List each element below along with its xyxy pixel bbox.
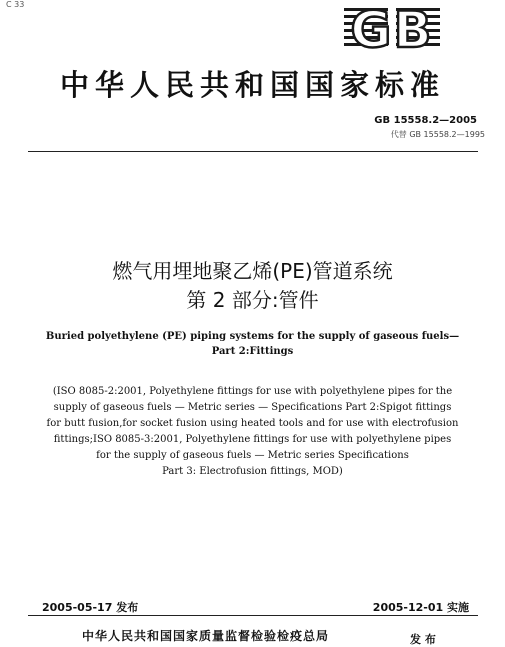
iso-reference-line: for butt fusion,for socket fusion using heated tools and for use with electrofusion xyxy=(46,418,459,429)
classification-code: C 33 xyxy=(6,0,25,9)
replaces-note: 代替 GB 15558.2—1995 xyxy=(390,130,485,139)
effective-date: 2005-12-01 实施 xyxy=(372,601,469,614)
title-en-line1: Buried polyethylene (PE) piping systems for the supply of gaseous fuels— xyxy=(45,331,460,342)
iso-reference-line: supply of gaseous fuels — Metric series — Specifications Part 2:Spigot fittings xyxy=(53,402,452,413)
standard-title: 中华人民共和国国家标准 xyxy=(59,68,445,102)
title-en-line2: Part 2:Fittings xyxy=(211,346,294,357)
publish-date: 2005-05-17 发布 xyxy=(42,601,139,614)
iso-reference-line: Part 3: Electrofusion fittings, MOD) xyxy=(162,466,343,477)
title-cn-line2: 第 2 部分:管件 xyxy=(186,288,319,312)
header-divider xyxy=(28,151,478,152)
gb-logo-text: GB xyxy=(350,2,434,54)
iso-reference-line: for the supply of gaseous fuels — Metric series Specifications xyxy=(96,450,409,461)
standard-number: GB 15558.2—2005 xyxy=(374,115,477,126)
title-cn-line1: 燃气用埋地聚乙烯(PE)管道系统 xyxy=(112,259,393,283)
issue-label: 发 布 xyxy=(410,633,436,646)
gb-logo xyxy=(340,2,444,54)
iso-reference-line: fittings;ISO 8085-3:2001, Polyethylene fittings for use with polyethylene pipes xyxy=(53,434,452,445)
iso-reference xyxy=(20,384,485,480)
issuing-authority: 中华人民共和国国家质量监督检验检疫总局 xyxy=(82,629,330,643)
footer-divider xyxy=(28,615,478,616)
iso-reference-line: (ISO 8085-2:2001, Polyethylene fittings for use with polyethylene pipes for the xyxy=(52,386,453,397)
